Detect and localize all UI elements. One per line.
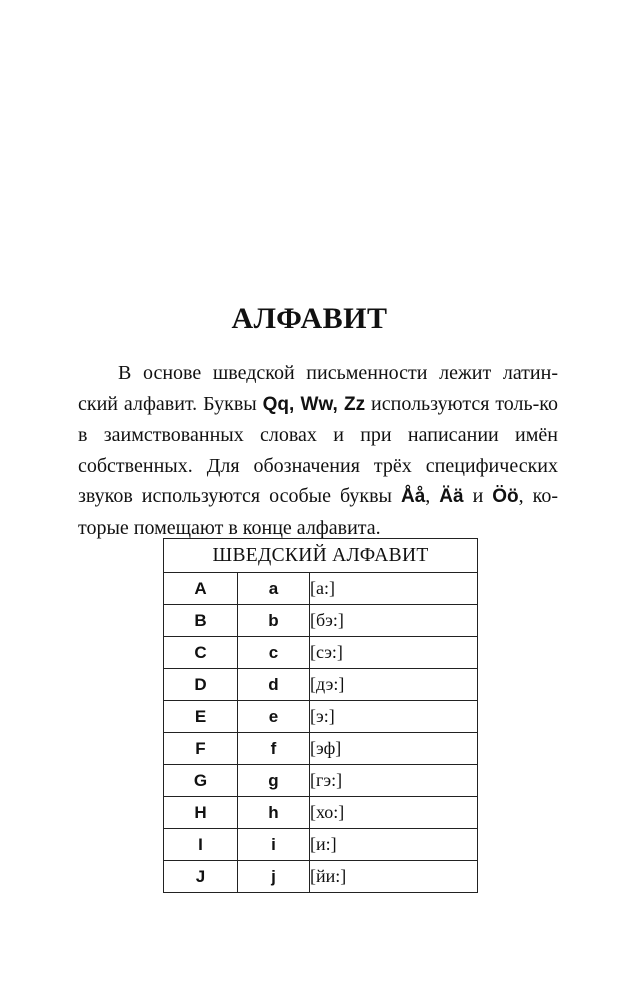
lowercase-letter: c — [238, 637, 310, 669]
pronunciation: [бэ:] — [310, 605, 478, 637]
lowercase-letter: e — [238, 701, 310, 733]
swedish-alphabet-table — [163, 538, 478, 893]
table-row — [164, 573, 478, 605]
lowercase-letter: f — [238, 733, 310, 765]
letter-o-umlaut: Öö — [492, 486, 519, 507]
intro-text-2: используются толь-ко в заимствованных словах и при написании имён собственных. Для обозначения трёх специфических звуков используются особые буквы — [78, 392, 559, 507]
separator-1: , — [425, 485, 440, 507]
intro-text-3: , ко-торые помещают в конце алфавита. — [78, 485, 559, 539]
table-row — [164, 861, 478, 893]
uppercase-letter: F — [164, 733, 238, 765]
lowercase-letter: a — [238, 573, 310, 605]
table-row — [164, 701, 478, 733]
pronunciation: [гэ:] — [310, 765, 478, 797]
table-caption: ШВЕДСКИЙ АЛФАВИТ — [164, 539, 478, 573]
table-row — [164, 797, 478, 829]
pronunciation: [и:] — [310, 829, 478, 861]
lowercase-letter: b — [238, 605, 310, 637]
uppercase-letter: G — [164, 765, 238, 797]
lowercase-letter: j — [238, 861, 310, 893]
uppercase-letter: B — [164, 605, 238, 637]
pronunciation: [йи:] — [310, 861, 478, 893]
uppercase-letter: E — [164, 701, 238, 733]
uppercase-letter: A — [164, 573, 238, 605]
uppercase-letter: D — [164, 669, 238, 701]
pronunciation: [а:] — [310, 573, 478, 605]
pronunciation: [хо:] — [310, 797, 478, 829]
lowercase-letter: i — [238, 829, 310, 861]
pronunciation: [э:] — [310, 701, 478, 733]
lowercase-letter: h — [238, 797, 310, 829]
lowercase-letter: g — [238, 765, 310, 797]
table-row — [164, 669, 478, 701]
page-title: АЛФАВИТ — [231, 302, 388, 335]
pronunciation: [эф] — [310, 733, 478, 765]
table-row — [164, 733, 478, 765]
uppercase-letter: J — [164, 861, 238, 893]
table-row — [164, 829, 478, 861]
uppercase-letter: C — [164, 637, 238, 669]
table-row — [164, 637, 478, 669]
letter-a-ring: Åå — [400, 486, 426, 507]
letters-qwz: Qq, Ww, Zz — [262, 393, 366, 415]
uppercase-letter: I — [164, 829, 238, 861]
uppercase-letter: H — [164, 797, 238, 829]
intro-text-1: В основе шведской письменности лежит латин-ский алфавит. Буквы — [78, 362, 558, 415]
separator-2: и — [463, 485, 493, 507]
table-header-row — [164, 539, 478, 573]
pronunciation: [сэ:] — [310, 637, 478, 669]
letter-a-umlaut: Ää — [439, 486, 464, 507]
lowercase-letter: d — [238, 669, 310, 701]
table-body — [164, 573, 478, 893]
intro-paragraph — [78, 358, 558, 543]
pronunciation: [дэ:] — [310, 669, 478, 701]
table-row — [164, 765, 478, 797]
table-row — [164, 605, 478, 637]
